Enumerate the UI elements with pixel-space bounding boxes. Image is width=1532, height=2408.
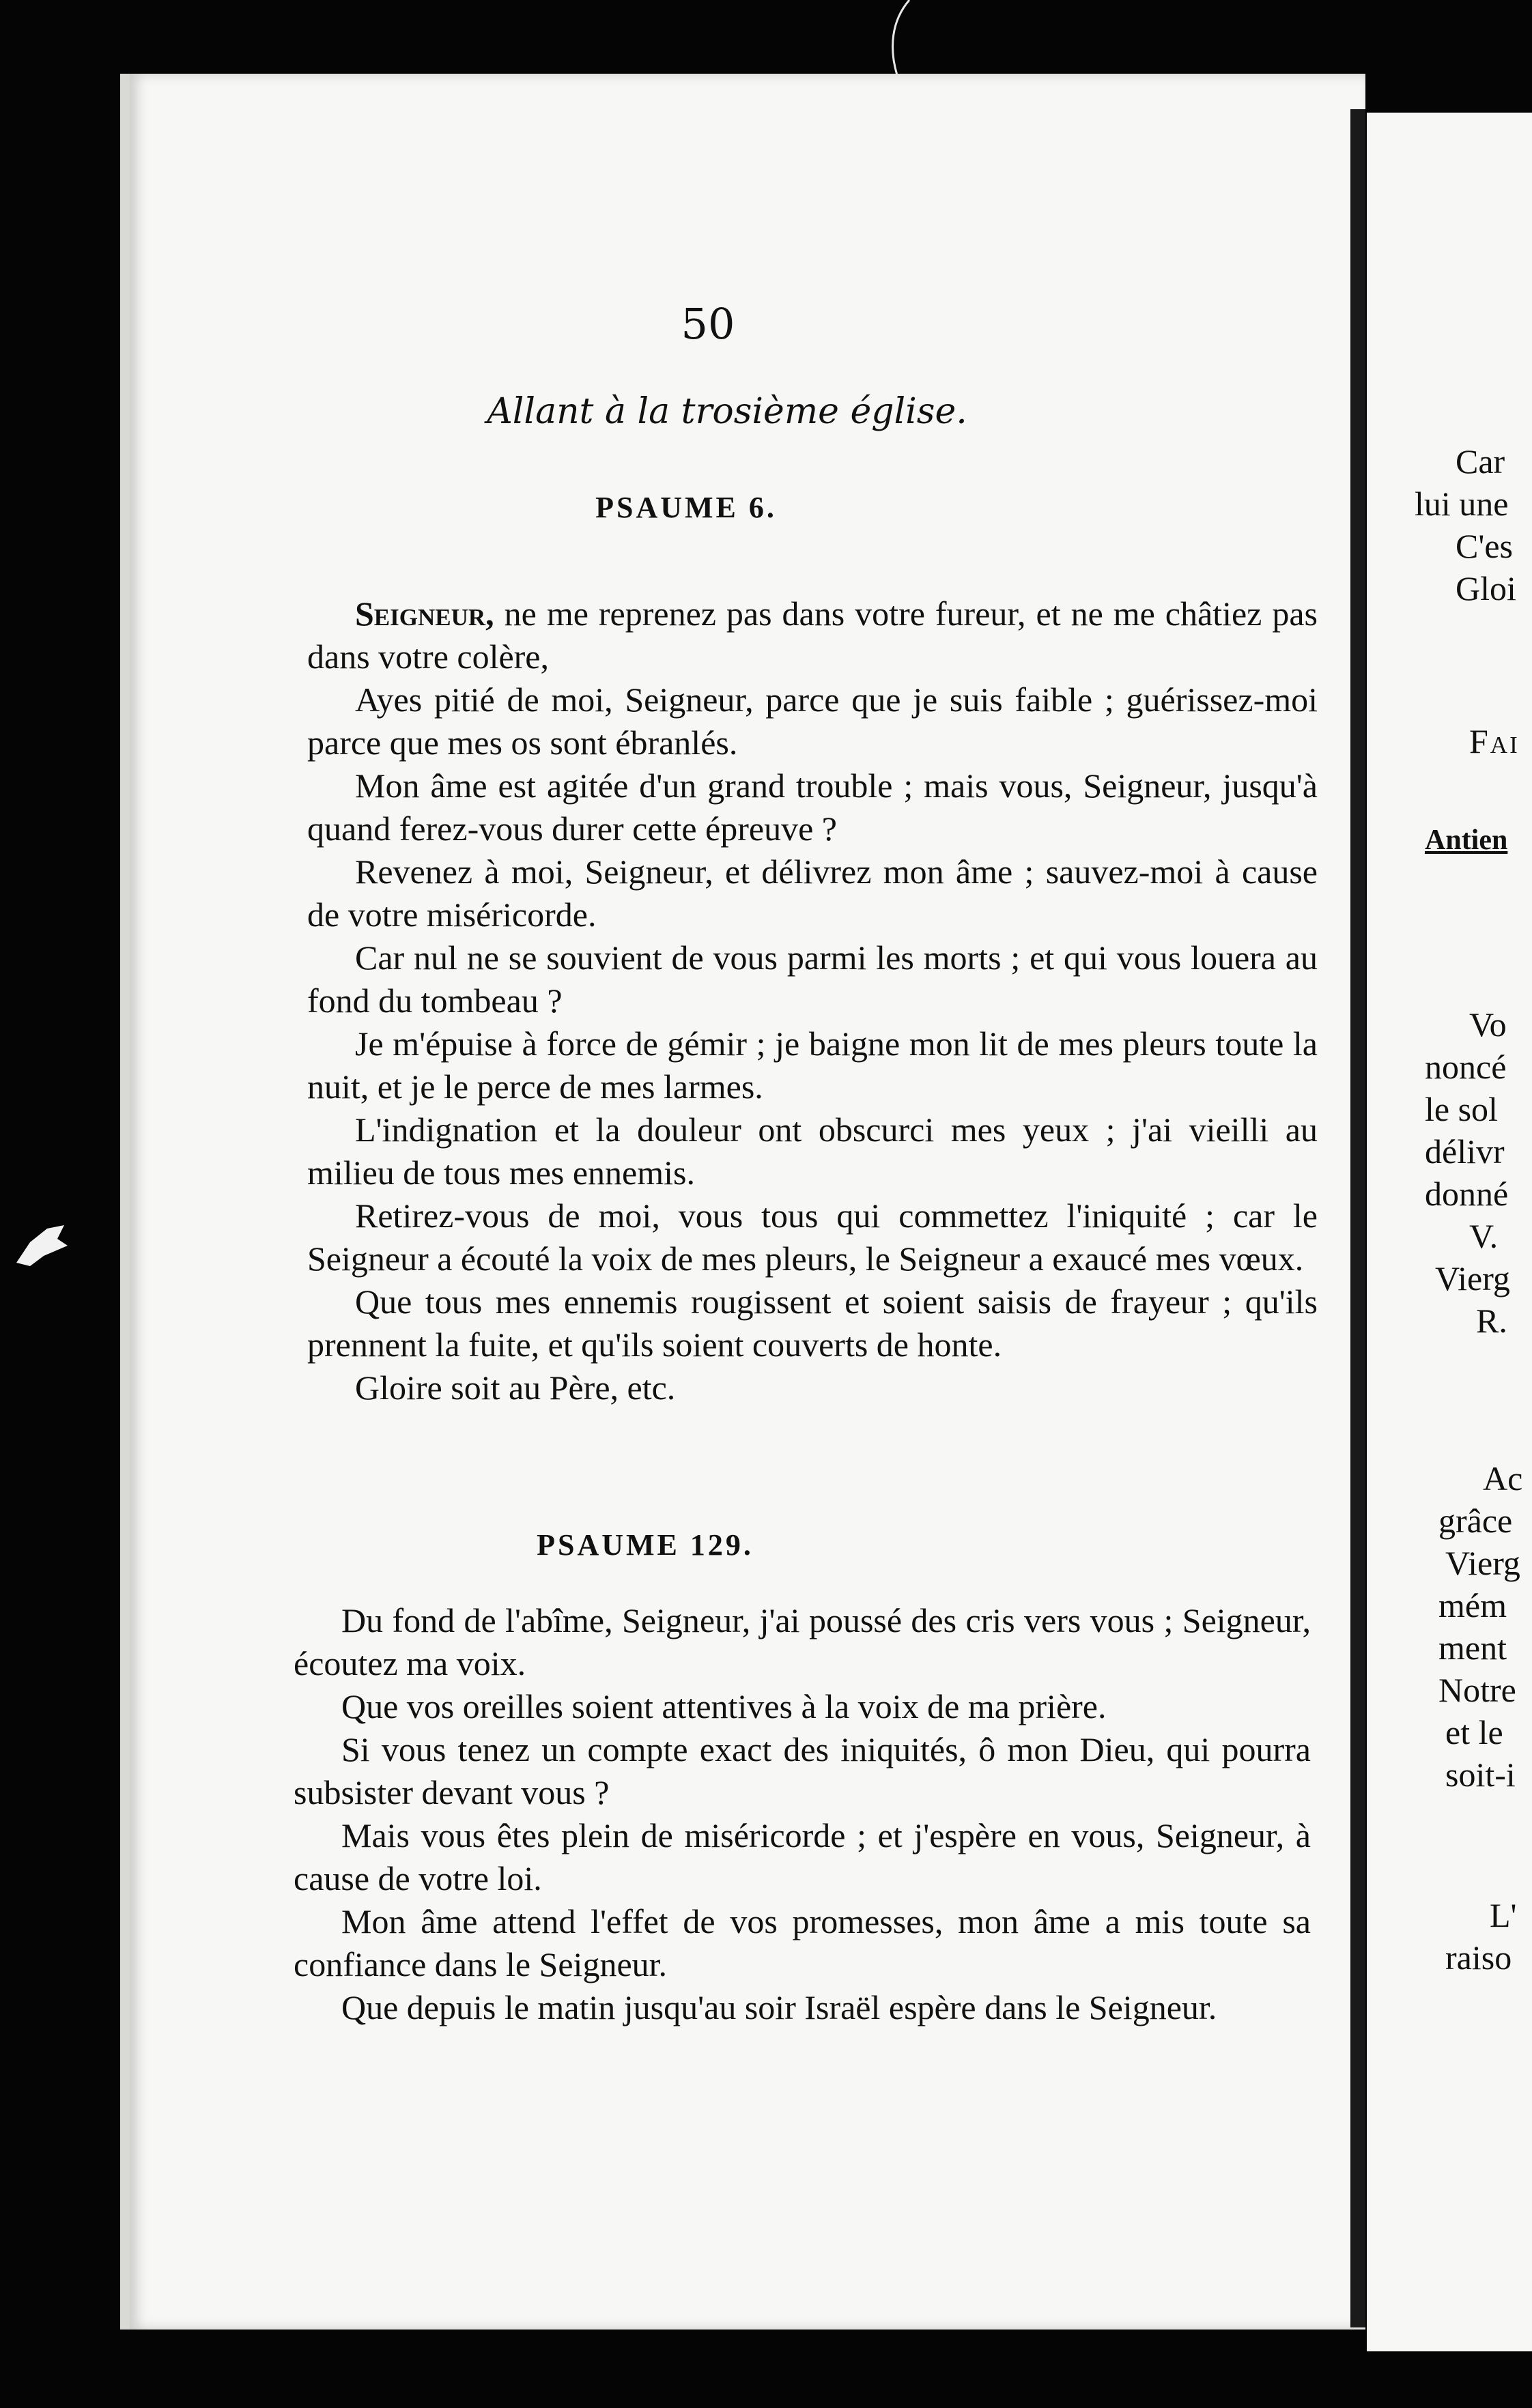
section-heading: Allant à la trosième église. <box>487 391 967 432</box>
psalm-6-text <box>307 592 1318 1409</box>
text-fragment: L' <box>1490 1896 1517 1934</box>
text-fragment: Ac <box>1483 1459 1523 1497</box>
text-fragment: C'es <box>1456 527 1514 565</box>
verse: Car nul ne se souvient de vous parmi les morts ; et qui vous louera au fond du tombeau ? <box>307 938 1318 1020</box>
text-fragment: donné <box>1425 1175 1509 1213</box>
text-fragment: lui une <box>1415 485 1509 523</box>
text-fragment: ment <box>1438 1629 1507 1667</box>
text-fragment: noncé <box>1425 1048 1507 1086</box>
verse: Que tous mes ennemis rougissent et soient saisis de frayeur ; qu'ils prennent la fuite, et qu'ils soient couverts de honte. <box>307 1282 1318 1364</box>
verse: Que vos oreilles soient attentives à la voix de ma prière. <box>341 1687 1107 1725</box>
doxology: Gloire soit au Père, etc. <box>355 1368 676 1407</box>
verse: Du fond de l'abîme, Seigneur, j'ai poussé des cris vers vous ; Seigneur, écoutez ma voix. <box>294 1601 1311 1682</box>
verse-text: ne me reprenez pas dans votre fureur, et ne me châtiez pas dans votre colère, <box>307 594 1318 676</box>
verse: L'indignation et la douleur ont obscurci mes yeux ; j'ai vieilli au milieu de tous mes ennemis. <box>307 1110 1318 1192</box>
verse: Mais vous êtes plein de miséricorde ; et j'espère en vous, Seigneur, à cause de votre loi. <box>294 1816 1311 1897</box>
text-fragment: Vo <box>1469 1005 1507 1044</box>
text-fragment: V. <box>1469 1217 1499 1255</box>
psalm-title-6: PSAUME 6. <box>595 491 777 524</box>
psalm-title-129: PSAUME 129. <box>537 1528 754 1562</box>
text-fragment: Gloi <box>1456 569 1516 607</box>
verse <box>307 592 1318 678</box>
text-fragment: délivr <box>1425 1132 1505 1171</box>
verse: Mon âme attend l'effet de vos promesses, mon âme a mis toute sa confiance dans le Seigneur. <box>294 1902 1311 1983</box>
text-fragment: Vierg <box>1435 1259 1510 1298</box>
verse: Si vous tenez un compte exact des iniquités, ô mon Dieu, qui pourra subsister devant vous ? <box>294 1730 1311 1811</box>
verse: Mon âme est agitée d'un grand trouble ; mais vous, Seigneur, jusqu'à quand ferez-vous durer cette épreuve ? <box>307 766 1318 848</box>
facing-page-fragments <box>1367 113 1532 2351</box>
verse-lead-word: Seigneur, <box>355 594 494 633</box>
text-fragment: Vierg <box>1445 1544 1520 1582</box>
text-fragment: Antien <box>1425 825 1508 856</box>
text-fragment: soit-i <box>1445 1755 1516 1794</box>
verse: Que depuis le matin jusqu'au soir Israël espère dans le Seigneur. <box>341 1988 1217 2026</box>
text-fragment: le sol <box>1425 1090 1498 1128</box>
verse: Je m'épuise à force de gémir ; je baigne mon lit de mes pleurs toute la nuit, et je le perce de mes larmes. <box>307 1024 1318 1106</box>
book-page-right <box>1367 113 1532 2351</box>
text-fragment: R. <box>1476 1302 1507 1340</box>
verse: Revenez à moi, Seigneur, et délivrez mon âme ; sauvez-moi à cause de votre miséricorde. <box>307 852 1318 934</box>
text-fragment: Notre <box>1438 1671 1516 1709</box>
text-fragment: mém <box>1438 1586 1507 1624</box>
text-fragment: grâce <box>1438 1502 1513 1540</box>
text-fragment: Car <box>1456 442 1505 481</box>
text-fragment: et le <box>1445 1713 1503 1751</box>
psalm-129-text <box>294 1599 1311 2029</box>
book-page-left <box>120 74 1365 2330</box>
dust-mark <box>10 1222 71 1270</box>
text-fragment: Fai <box>1469 722 1520 760</box>
page-number: 50 <box>681 299 735 349</box>
verse: Retirez-vous de moi, vous tous qui commettez l'iniquité ; car le Seigneur a écouté la voix de mes pleurs, le Seigneur a exaucé mes vœux. <box>307 1196 1318 1278</box>
verse: Ayes pitié de moi, Seigneur, parce que je suis faible ; guérissez-moi parce que mes os sont ébranlés. <box>307 680 1318 762</box>
book-gutter <box>1350 109 1365 2327</box>
text-fragment: raiso <box>1445 1938 1512 1977</box>
